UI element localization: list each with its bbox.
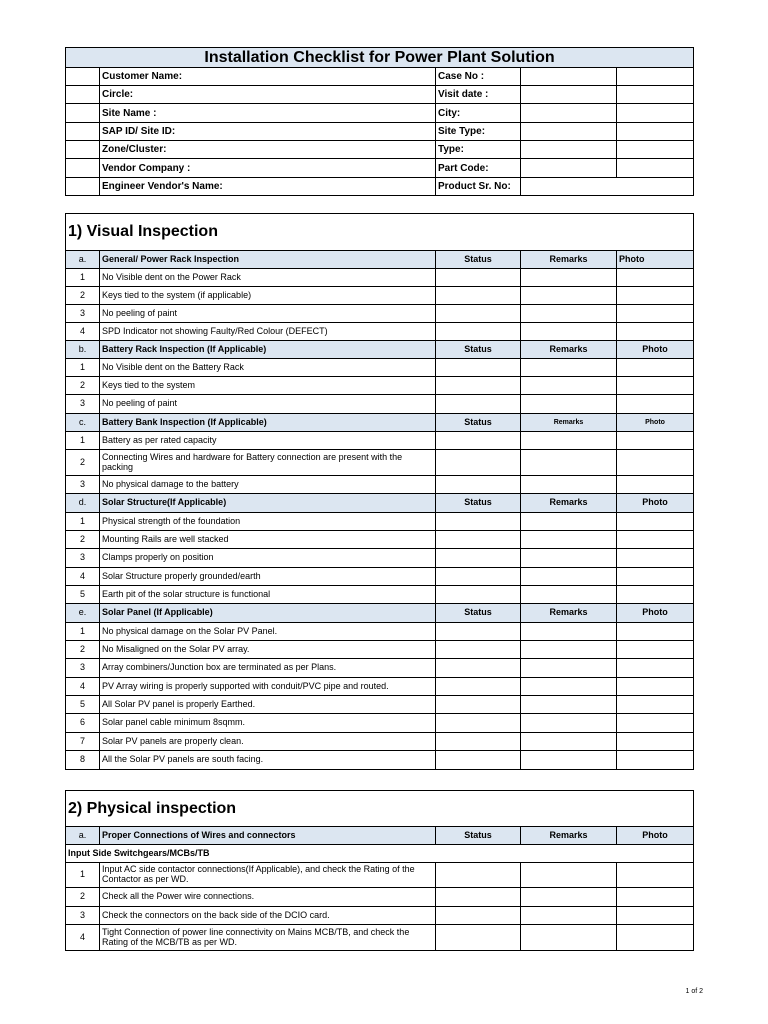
remarks-cell[interactable]	[521, 641, 617, 659]
checklist-item: Solar panel cable minimum 8sqmm.	[100, 714, 436, 733]
remarks-cell[interactable]	[521, 586, 617, 604]
photo-heading: Photo	[617, 827, 694, 845]
section-label: a.	[66, 251, 100, 269]
status-cell[interactable]	[436, 377, 521, 395]
row-number: 7	[66, 733, 100, 751]
row-number: 5	[66, 586, 100, 604]
checklist-item: No Misaligned on the Solar PV array.	[100, 641, 436, 659]
checklist-item: Connecting Wires and hardware for Battery connection are present with the packing	[100, 450, 436, 476]
remarks-cell[interactable]	[521, 678, 617, 696]
photo-heading: Photo	[617, 341, 694, 359]
photo-cell[interactable]	[617, 450, 694, 476]
remarks-heading: Remarks	[521, 341, 617, 359]
row-number: 1	[66, 623, 100, 641]
remarks-cell[interactable]	[521, 568, 617, 586]
photo-heading: Photo	[617, 494, 694, 513]
remarks-cell[interactable]	[521, 751, 617, 770]
row-number: 1	[66, 359, 100, 377]
remarks-cell[interactable]	[521, 476, 617, 494]
remarks-cell[interactable]	[521, 623, 617, 641]
remarks-heading: Remarks	[521, 494, 617, 513]
checklist-item: No physical damage to the battery	[100, 476, 436, 494]
section-label: b.	[66, 341, 100, 359]
checklist-item: PV Array wiring is properly supported with conduit/PVC pipe and routed.	[100, 678, 436, 696]
row-number: 3	[66, 395, 100, 414]
section-label: d.	[66, 494, 100, 513]
checklist-item: Keys tied to the system (if applicable)	[100, 287, 436, 305]
photo-cell[interactable]	[617, 476, 694, 494]
remarks-cell[interactable]	[521, 714, 617, 733]
photo-cell[interactable]	[617, 863, 694, 888]
remarks-cell[interactable]	[521, 733, 617, 751]
field-label: Case No :	[436, 68, 521, 86]
remarks-heading: Remarks	[521, 604, 617, 623]
section-heading: Proper Connections of Wires and connectors	[100, 827, 436, 845]
field-value[interactable]	[521, 141, 617, 159]
checklist-item: Solar PV panels are properly clean.	[100, 733, 436, 751]
photo-cell[interactable]	[617, 925, 694, 951]
status-cell[interactable]	[436, 359, 521, 377]
status-cell[interactable]	[436, 450, 521, 476]
section-heading: Solar Structure(If Applicable)	[100, 494, 436, 513]
field-label: Site Name :	[100, 104, 436, 123]
status-cell[interactable]	[436, 305, 521, 323]
photo-cell[interactable]	[617, 377, 694, 395]
photo-heading: Photo	[617, 414, 694, 432]
page-number: 1 of 2	[685, 988, 703, 995]
status-cell[interactable]	[436, 863, 521, 888]
status-cell[interactable]	[436, 659, 521, 678]
checklist-item: Physical strength of the foundation	[100, 513, 436, 531]
checklist-item: Input AC side contactor connections(If Applicable), and check the Rating of the Contactor as per WD.	[100, 863, 436, 888]
row-number: 2	[66, 641, 100, 659]
remarks-cell[interactable]	[521, 359, 617, 377]
field-label: Type:	[436, 141, 521, 159]
field-value[interactable]	[617, 159, 694, 178]
status-heading: Status	[436, 494, 521, 513]
checklist-item: No Visible dent on the Battery Rack	[100, 359, 436, 377]
checklist-item: No Visible dent on the Power Rack	[100, 269, 436, 287]
photo-cell[interactable]	[617, 395, 694, 414]
row-number: 1	[66, 513, 100, 531]
photo-cell[interactable]	[617, 359, 694, 377]
field-value[interactable]	[521, 178, 694, 196]
remarks-heading: Remarks	[521, 827, 617, 845]
photo-cell[interactable]	[617, 751, 694, 770]
photo-cell[interactable]	[617, 568, 694, 586]
checklist-item: Keys tied to the system	[100, 377, 436, 395]
field-value[interactable]	[617, 104, 694, 123]
photo-cell[interactable]	[617, 513, 694, 531]
field-value[interactable]	[521, 86, 617, 104]
field-value[interactable]	[521, 68, 617, 86]
field-value[interactable]	[617, 86, 694, 104]
status-cell[interactable]	[436, 696, 521, 714]
field-label: Part Code:	[436, 159, 521, 178]
status-cell[interactable]	[436, 513, 521, 531]
status-cell[interactable]	[436, 714, 521, 733]
status-cell[interactable]	[436, 641, 521, 659]
status-cell[interactable]	[436, 925, 521, 951]
photo-cell[interactable]	[617, 714, 694, 733]
row-number: 5	[66, 696, 100, 714]
checklist-item: Solar Structure properly grounded/earth	[100, 568, 436, 586]
row-number: 8	[66, 751, 100, 770]
remarks-cell[interactable]	[521, 323, 617, 341]
photo-cell[interactable]	[617, 269, 694, 287]
status-cell[interactable]	[436, 323, 521, 341]
field-value[interactable]	[521, 123, 617, 141]
status-cell[interactable]	[436, 432, 521, 450]
field-value[interactable]	[617, 123, 694, 141]
status-cell[interactable]	[436, 568, 521, 586]
remarks-cell[interactable]	[521, 287, 617, 305]
photo-cell[interactable]	[617, 907, 694, 925]
row-number: 3	[66, 659, 100, 678]
row-number: 2	[66, 888, 100, 907]
status-cell[interactable]	[436, 623, 521, 641]
status-heading: Status	[436, 341, 521, 359]
photo-heading: Photo	[617, 604, 694, 623]
photo-cell[interactable]	[617, 696, 694, 714]
physical-inspection-table	[65, 790, 694, 951]
row-number: 2	[66, 450, 100, 476]
row-number: 2	[66, 287, 100, 305]
field-label: Engineer Vendor's Name:	[100, 178, 436, 196]
section-label: c.	[66, 414, 100, 432]
field-label: Site Type:	[436, 123, 521, 141]
status-cell[interactable]	[436, 733, 521, 751]
checklist-item: All the Solar PV panels are south facing.	[100, 751, 436, 770]
remarks-cell[interactable]	[521, 531, 617, 549]
checklist-item: All Solar PV panel is properly Earthed.	[100, 696, 436, 714]
row-number: 3	[66, 907, 100, 925]
status-cell[interactable]	[436, 476, 521, 494]
row-number: 3	[66, 549, 100, 568]
row-number: 4	[66, 678, 100, 696]
row-number: 2	[66, 531, 100, 549]
remarks-cell[interactable]	[521, 305, 617, 323]
remarks-cell[interactable]	[521, 659, 617, 678]
status-cell[interactable]	[436, 751, 521, 770]
section-title: 2) Physical inspection	[66, 791, 694, 827]
remarks-cell[interactable]	[521, 513, 617, 531]
photo-cell[interactable]	[617, 432, 694, 450]
status-heading: Status	[436, 827, 521, 845]
status-cell[interactable]	[436, 269, 521, 287]
photo-cell[interactable]	[617, 888, 694, 907]
checklist-item: Clamps properly on position	[100, 549, 436, 568]
page-title: Installation Checklist for Power Plant Solution	[66, 48, 694, 68]
photo-cell[interactable]	[617, 641, 694, 659]
checklist-item: Mounting Rails are well stacked	[100, 531, 436, 549]
section-label: e.	[66, 604, 100, 623]
visual-inspection-table	[65, 213, 694, 770]
row-number: 4	[66, 568, 100, 586]
row-number: 4	[66, 925, 100, 951]
row-number: 1	[66, 269, 100, 287]
section-heading: Battery Bank Inspection (If Applicable)	[100, 414, 436, 432]
remarks-cell[interactable]	[521, 696, 617, 714]
remarks-heading: Remarks	[521, 251, 617, 269]
photo-cell[interactable]	[617, 531, 694, 549]
remarks-cell[interactable]	[521, 907, 617, 925]
checklist-item: Check the connectors on the back side of the DCIO card.	[100, 907, 436, 925]
photo-cell[interactable]	[617, 305, 694, 323]
field-value[interactable]	[617, 141, 694, 159]
checklist-item: No peeling of paint	[100, 395, 436, 414]
row-number: 3	[66, 305, 100, 323]
status-cell[interactable]	[436, 287, 521, 305]
photo-cell[interactable]	[617, 678, 694, 696]
photo-cell[interactable]	[617, 586, 694, 604]
section-heading: General/ Power Rack Inspection	[100, 251, 436, 269]
photo-cell[interactable]	[617, 323, 694, 341]
checklist-item: Check all the Power wire connections.	[100, 888, 436, 907]
checklist-item: No peeling of paint	[100, 305, 436, 323]
checklist-item: Array combiners/Junction box are terminated as per Plans.	[100, 659, 436, 678]
status-cell[interactable]	[436, 888, 521, 907]
status-cell[interactable]	[436, 678, 521, 696]
field-label: Customer Name:	[100, 68, 436, 86]
remarks-cell[interactable]	[521, 377, 617, 395]
checklist-item: SPD Indicator not showing Faulty/Red Colour (DEFECT)	[100, 323, 436, 341]
row-number: 3	[66, 476, 100, 494]
field-label: Product Sr. No:	[436, 178, 521, 196]
status-cell[interactable]	[436, 531, 521, 549]
status-cell[interactable]	[436, 549, 521, 568]
field-label: SAP ID/ Site ID:	[100, 123, 436, 141]
section-title: 1) Visual Inspection	[66, 214, 694, 251]
subsection-heading: Input Side Switchgears/MCBs/TB	[66, 845, 694, 863]
field-label: Circle:	[100, 86, 436, 104]
field-value[interactable]	[521, 104, 617, 123]
row-number: 4	[66, 323, 100, 341]
photo-cell[interactable]	[617, 733, 694, 751]
checklist-item: Earth pit of the solar structure is functional	[100, 586, 436, 604]
remarks-cell[interactable]	[521, 269, 617, 287]
field-label: Vendor Company :	[100, 159, 436, 178]
photo-cell[interactable]	[617, 287, 694, 305]
section-heading: Battery Rack Inspection (If Applicable)	[100, 341, 436, 359]
row-number: 2	[66, 377, 100, 395]
status-cell[interactable]	[436, 395, 521, 414]
row-number: 1	[66, 863, 100, 888]
status-heading: Status	[436, 251, 521, 269]
remarks-cell[interactable]	[521, 863, 617, 888]
checklist-item: Tight Connection of power line connectivity on Mains MCB/TB, and check the Rating of the MCB/TB as per WD.	[100, 925, 436, 951]
status-heading: Status	[436, 604, 521, 623]
remarks-cell[interactable]	[521, 395, 617, 414]
remarks-cell[interactable]	[521, 888, 617, 907]
photo-cell[interactable]	[617, 549, 694, 568]
field-label: Visit date :	[436, 86, 521, 104]
photo-cell[interactable]	[617, 623, 694, 641]
status-cell[interactable]	[436, 907, 521, 925]
field-label: City:	[436, 104, 521, 123]
header-table	[65, 47, 694, 196]
remarks-cell[interactable]	[521, 432, 617, 450]
remarks-cell[interactable]	[521, 450, 617, 476]
status-heading: Status	[436, 414, 521, 432]
field-value[interactable]	[617, 68, 694, 86]
row-number: 6	[66, 714, 100, 733]
section-heading: Solar Panel (If Applicable)	[100, 604, 436, 623]
remarks-heading: Remarks	[521, 414, 617, 432]
remarks-cell[interactable]	[521, 549, 617, 568]
checklist-item: Battery as per rated capacity	[100, 432, 436, 450]
photo-heading: Photo	[617, 251, 694, 269]
field-value[interactable]	[521, 159, 617, 178]
photo-cell[interactable]	[617, 659, 694, 678]
field-label: Zone/Cluster:	[100, 141, 436, 159]
status-cell[interactable]	[436, 586, 521, 604]
section-label: a.	[66, 827, 100, 845]
row-number: 1	[66, 432, 100, 450]
remarks-cell[interactable]	[521, 925, 617, 951]
checklist-item: No physical damage on the Solar PV Panel.	[100, 623, 436, 641]
